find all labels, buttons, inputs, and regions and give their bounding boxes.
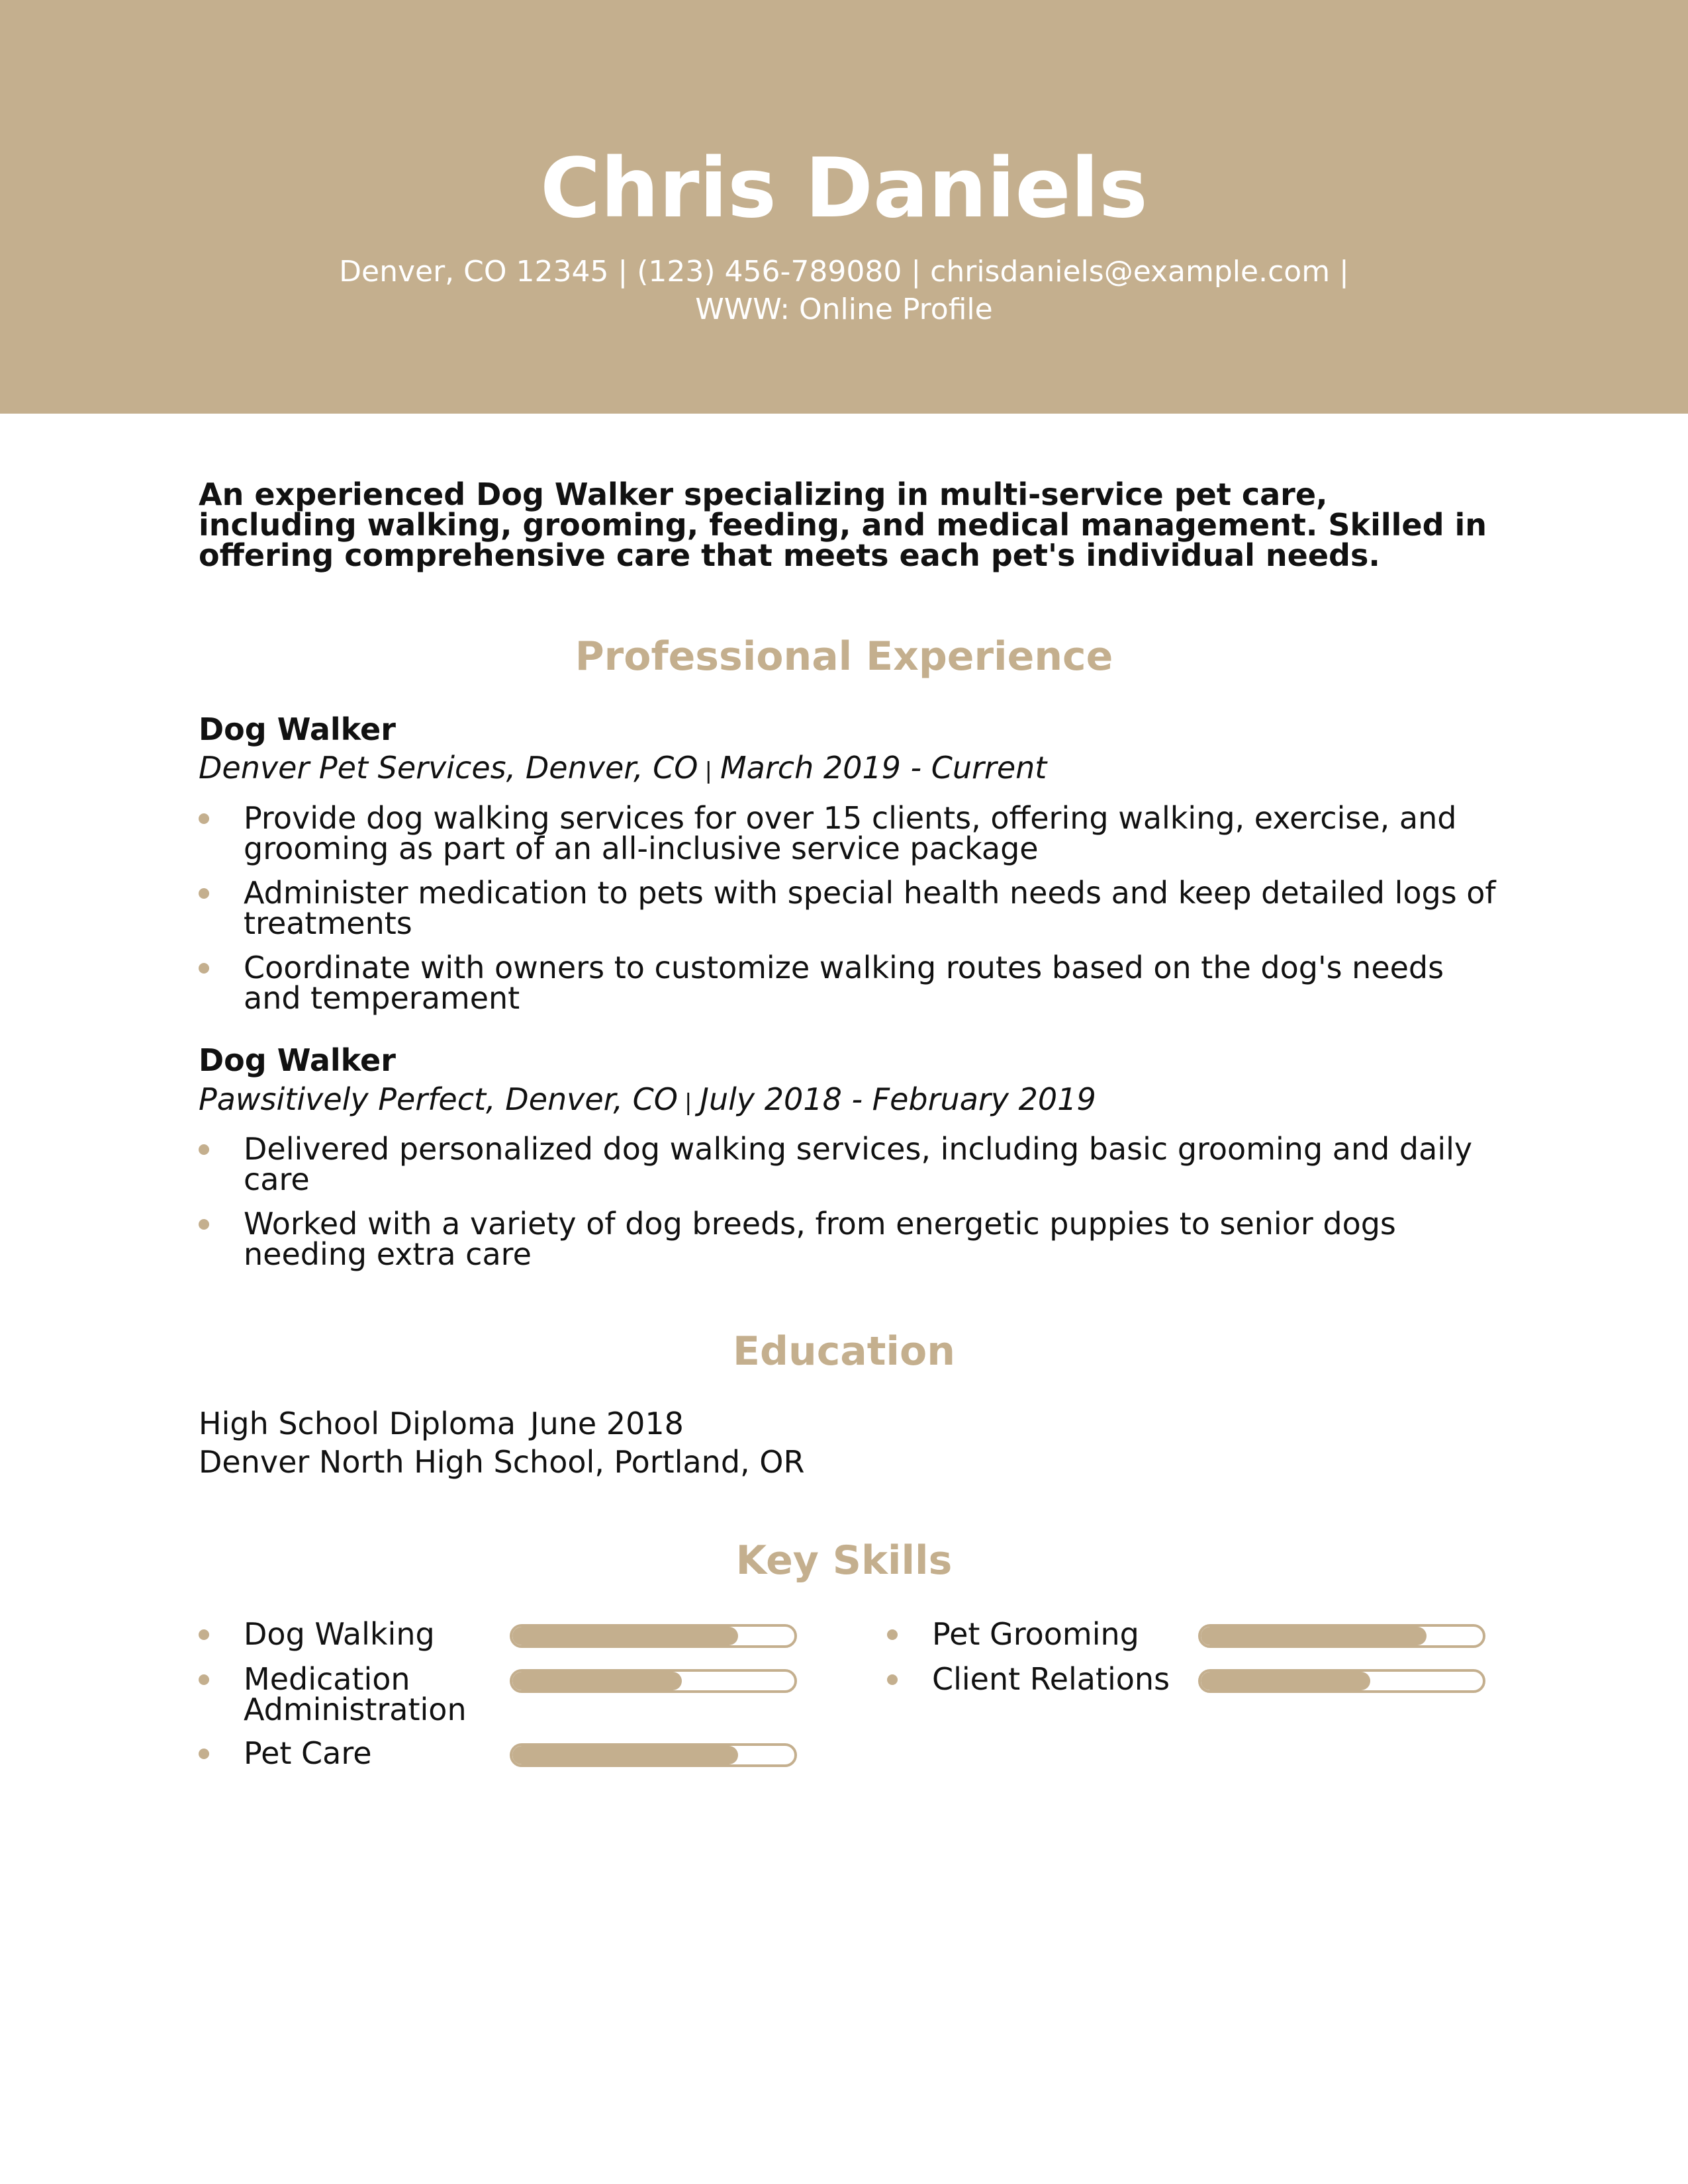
job-2-title: Dog Walker [199,1042,396,1078]
section-title-skills: Key Skills [735,1537,953,1584]
job-1-bullet [199,800,1496,866]
section-title-experience: Professional Experience [575,633,1113,680]
skill-label: Medication Administration [244,1661,467,1727]
job-2-separator: | [684,1089,692,1116]
job-1-bullet [199,950,1496,1016]
bullet-dot-icon [887,1674,898,1685]
skill-level-bar [1198,1624,1485,1648]
contact-line-2: WWW: Online Profile [695,293,993,326]
skill-level-bar [510,1669,797,1693]
job-1-bullet [199,875,1496,941]
bullet-text: Coordinate with owners to customize walking routes based on the dog's needs and temperament [244,950,1444,1016]
skill-level-fill [1201,1672,1370,1690]
skill-label: Dog Walking [244,1616,435,1652]
contact-info [0,253,1688,328]
skill-level-fill [512,1672,682,1690]
education-degree: High School Diploma [199,1406,516,1441]
professional-summary: An experienced Dog Walker specializing in multi-service pet care, including walking, grooming, feeding, and medical management. Skilled in offering comprehensive care that meets each pet's individual needs. [199,477,1487,573]
header-banner [0,0,1688,414]
job-2-dates: July 2018 - February 2019 [700,1081,1096,1117]
job-2-company: Pawsitively Perfect, Denver, CO [199,1081,678,1117]
education-degree-line [199,1404,684,1443]
bullet-text: Worked with a variety of dog breeds, from energetic puppies to senior dogs needing extra care [244,1206,1396,1272]
skill-level-bar [510,1743,797,1767]
job-1-separator: | [704,758,712,784]
contact-line-1: Denver, CO 12345 | (123) 456-789080 | chrisdaniels@example.com | [339,255,1349,289]
skill-label: Pet Care [244,1735,372,1771]
job-1-dates: March 2019 - Current [720,750,1047,786]
job-1-meta [199,749,1047,790]
education-date: June 2018 [530,1406,684,1441]
bullet-dot-icon [199,963,209,974]
candidate-name: Chris Daniels [540,141,1148,236]
job-2-meta [199,1081,1096,1121]
skill-level-fill [1201,1627,1427,1645]
bullet-text: Provide dog walking services for over 15 clients, offering walking, exercise, and grooming as part of an all-inclusive service package [244,800,1457,866]
bullet-dot-icon [199,1144,209,1155]
bullet-text: Delivered personalized dog walking services, including basic grooming and daily care [244,1131,1473,1197]
skill-label: Client Relations [932,1661,1170,1697]
bullet-dot-icon [199,813,209,824]
skill-label: Pet Grooming [932,1616,1139,1652]
skill-level-fill [512,1627,738,1645]
bullet-dot-icon [887,1629,898,1640]
job-1-company: Denver Pet Services, Denver, CO [199,750,698,786]
skill-level-bar [1198,1669,1485,1693]
bullet-dot-icon [199,888,209,899]
education-school: Denver North High School, Portland, OR [199,1444,805,1480]
bullet-dot-icon [199,1674,209,1685]
job-2-bullet [199,1206,1496,1272]
bullet-dot-icon [199,1749,209,1759]
job-2-bullet [199,1131,1496,1197]
bullet-dot-icon [199,1219,209,1230]
bullet-text: Administer medication to pets with special health needs and keep detailed logs of treatments [244,875,1496,941]
job-1-title: Dog Walker [199,711,396,747]
bullet-dot-icon [199,1629,209,1640]
skill-level-bar [510,1624,797,1648]
section-title-education: Education [733,1328,955,1375]
skill-level-fill [512,1746,738,1764]
